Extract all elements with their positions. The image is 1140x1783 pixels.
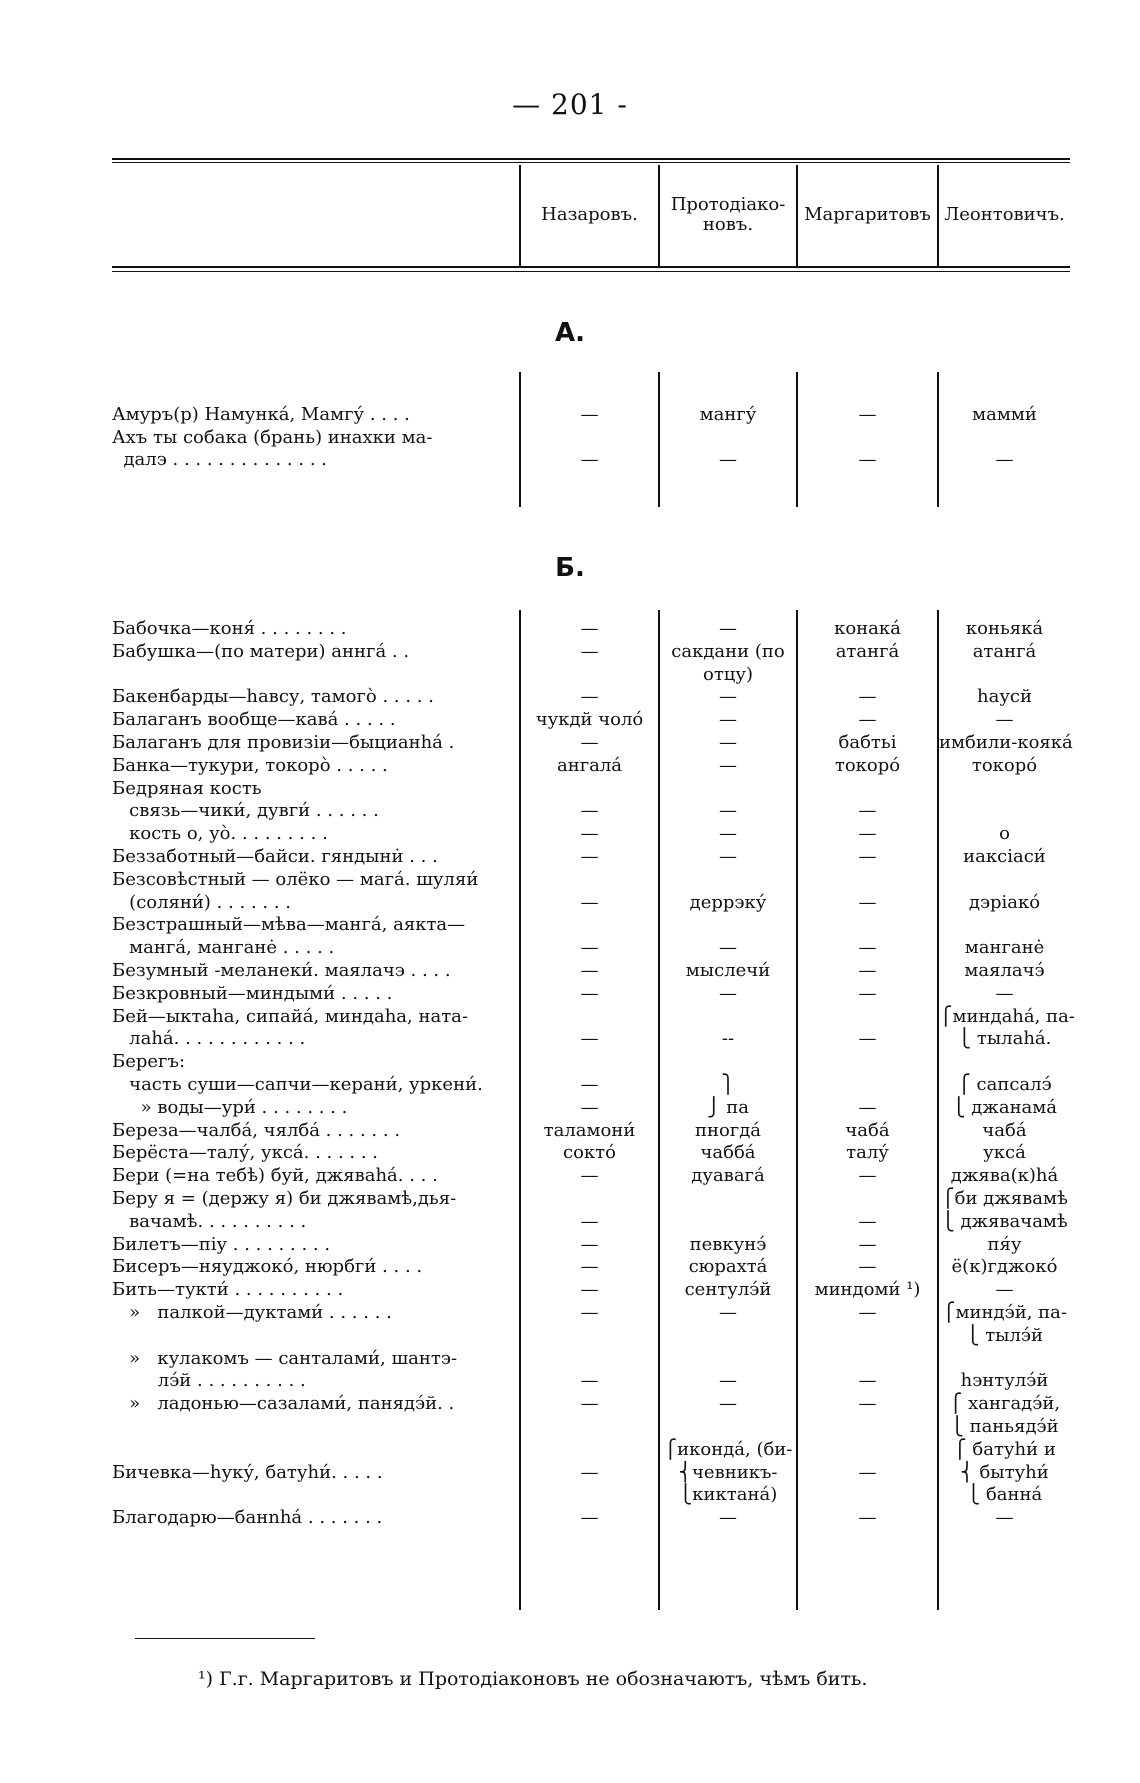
- leontovich-cell: ⎧ батуhи́ и: [953, 1438, 1056, 1460]
- nazarov-cell: —: [580, 1507, 599, 1529]
- protodiakonov-cell: —: [719, 1370, 737, 1392]
- word-cell: лаhа́. . . . . . . . . . . .: [112, 1028, 306, 1050]
- protodiakonov-cell: —: [719, 823, 737, 845]
- protodiakonov-cell: —: [719, 1302, 737, 1323]
- nazarov-cell: —: [580, 732, 599, 753]
- nazarov-cell: —: [580, 1393, 599, 1415]
- word-cell: Балаганъ для провизiи—быцианhа́ .: [112, 732, 455, 753]
- margaritov-cell: токоро́: [834, 754, 901, 776]
- word-cell: Безстрашный—мѣва—манга́, аякта—: [112, 914, 466, 936]
- nazarov-cell: —: [580, 1302, 599, 1323]
- top-rule-thin: [112, 162, 1070, 163]
- leontovich-cell: ⎩ джявачамѣ: [941, 1210, 1068, 1232]
- nazarov-cell: чукдй чоло́: [535, 709, 644, 731]
- nazarov-cell: —: [580, 1165, 599, 1187]
- protodiakonov-cell: ⎭ па: [707, 1096, 749, 1118]
- footnote: ¹) Г.г. Маргаритовъ и Протодiаконовъ не обозначаютъ, чѣмъ бить.: [198, 1668, 868, 1690]
- leontovich-cell: —: [995, 1279, 1014, 1301]
- nazarov-cell: —: [580, 891, 599, 913]
- nazarov-cell: —: [580, 640, 599, 662]
- protodiakonov-cell: —: [719, 800, 737, 822]
- leontovich-cell: —: [995, 982, 1014, 1004]
- word-cell: часть суши—сапчи—керани́, уркени́.: [112, 1074, 483, 1095]
- margaritov-cell: —: [858, 1233, 877, 1255]
- nazarov-cell: —: [580, 1370, 599, 1392]
- margaritov-cell: бабтьі: [838, 732, 897, 753]
- column-divider: [658, 372, 660, 507]
- nazarov-cell: сокто́: [563, 1142, 616, 1164]
- word-cell: » воды—ури́ . . . . . . . .: [112, 1096, 348, 1118]
- leontovich-cell: ⎧ сапсалэ́: [957, 1074, 1052, 1095]
- margaritov-cell: миндоми́ ¹): [814, 1279, 921, 1301]
- margaritov-cell: —: [858, 404, 877, 425]
- protodiakonov-cell: —: [719, 937, 737, 959]
- margaritov-cell: —: [858, 982, 877, 1004]
- word-cell: (соляни́) . . . . . . .: [112, 891, 292, 913]
- leontovich-cell: ⎩ джанама́: [951, 1096, 1058, 1118]
- protodiakonov-cell: —: [719, 982, 737, 1004]
- leontovich-cell: ⎩ банна́: [966, 1484, 1043, 1506]
- leontovich-cell: токоро́: [971, 754, 1038, 776]
- word-cell: лэ́й . . . . . . . . . .: [112, 1370, 306, 1392]
- column-header-leontovich: Леонтовичъ.: [944, 204, 1065, 225]
- word-cell: Билетъ—піу . . . . . . . . .: [112, 1233, 331, 1255]
- nazarov-cell: —: [580, 404, 599, 425]
- section-letter-b: Б.: [555, 553, 585, 583]
- margaritov-cell: —: [858, 709, 877, 731]
- word-cell: Бичевка—hуку́, батуhи́. . . . .: [112, 1461, 383, 1483]
- margaritov-cell: чаба́: [845, 1119, 890, 1141]
- leontovich-cell: ⎩ тылэ́й: [965, 1324, 1044, 1346]
- nazarov-cell: —: [580, 937, 599, 959]
- footnote-rule: [135, 1638, 315, 1639]
- word-cell: вачамѣ. . . . . . . . . .: [112, 1210, 307, 1232]
- nazarov-cell: —: [580, 1074, 599, 1095]
- protodiakonov-cell: ⎩киктана́): [678, 1484, 778, 1506]
- protodiakonov-cell: —: [719, 1507, 737, 1529]
- protodiakonov-cell: —: [719, 732, 737, 753]
- protodiakonov-cell: --: [721, 1028, 735, 1050]
- leontovich-cell: джява(к)hа́: [950, 1165, 1059, 1187]
- margaritov-cell: —: [858, 846, 877, 867]
- nazarov-cell: —: [580, 1233, 599, 1255]
- protodiakonov-cell: сакдани (по: [671, 640, 785, 662]
- nazarov-cell: —: [580, 1096, 599, 1118]
- margaritov-cell: —: [858, 1028, 877, 1050]
- nazarov-cell: таламони́: [543, 1119, 636, 1141]
- leontovich-cell: —: [995, 709, 1014, 731]
- leontovich-cell: иаксiаси́: [963, 846, 1046, 867]
- leontovich-cell: атанга́: [972, 640, 1037, 662]
- top-rule: [112, 158, 1070, 160]
- column-header-protodiakonov: Протодiако- новъ.: [670, 194, 786, 235]
- margaritov-cell: —: [858, 1210, 877, 1232]
- protodiakonov-cell: —: [719, 1393, 737, 1415]
- leontovich-cell: —: [995, 449, 1014, 470]
- protodiakonov-cell: ⎨чевникъ-: [678, 1461, 778, 1483]
- margaritov-cell: —: [858, 937, 877, 959]
- word-cell: Безумный -меланеки́. маялачэ . . . .: [112, 960, 451, 981]
- leontovich-cell: мамми́: [972, 404, 1037, 425]
- word-cell: Бабочка—коня́ . . . . . . . .: [112, 618, 347, 639]
- column-divider: [937, 372, 939, 507]
- margaritov-cell: —: [858, 686, 877, 708]
- word-cell: связь—чики́, дувги́ . . . . . .: [112, 800, 379, 822]
- protodiakonov-cell: —: [719, 449, 737, 470]
- margaritov-cell: —: [858, 1256, 877, 1278]
- nazarov-cell: —: [580, 1461, 599, 1483]
- leontovich-cell: ⎧ хангадэ́й,: [948, 1393, 1061, 1415]
- nazarov-cell: —: [580, 449, 599, 470]
- section-letter-a: А.: [555, 318, 585, 348]
- margaritov-cell: талу́: [846, 1142, 889, 1164]
- margaritov-cell: —: [858, 1393, 877, 1415]
- nazarov-cell: —: [580, 686, 599, 708]
- word-cell: манга́, мангане̇ . . . . .: [112, 937, 335, 959]
- margaritov-cell: —: [858, 1507, 877, 1529]
- margaritov-cell: —: [858, 1165, 877, 1187]
- word-cell: » ладонью—сазалами́, панядэ́й. .: [112, 1393, 455, 1415]
- word-cell: Амуръ(р) Намунка́, Мамгу́ . . . .: [112, 404, 410, 425]
- word-cell: Бабушка—(по матери) аннга́ . .: [112, 640, 410, 662]
- nazarov-cell: —: [580, 618, 599, 639]
- protodiakonov-cell: —: [719, 686, 737, 708]
- header-rule: [112, 266, 1070, 268]
- margaritov-cell: —: [858, 1461, 877, 1483]
- protodiakonov-cell: сюрахта́: [688, 1256, 768, 1278]
- leontovich-cell: дэрiако́: [968, 891, 1041, 913]
- protodiakonov-cell: —: [719, 846, 737, 867]
- protodiakonov-cell: ⎫: [721, 1074, 735, 1095]
- margaritov-cell: —: [858, 1096, 877, 1118]
- margaritov-cell: —: [858, 891, 877, 913]
- word-cell: Ахъ ты собака (брань) инахки ма-: [112, 426, 433, 448]
- leontovich-cell: имбили-кояка́: [939, 732, 1073, 753]
- protodiakonov-cell: мангу́: [699, 404, 757, 425]
- protodiakonov-cell: —: [719, 754, 737, 776]
- leontovich-cell: ⎨ бытуhи́: [960, 1461, 1049, 1483]
- word-cell: Балаганъ вообще—кава́ . . . . .: [112, 709, 396, 731]
- nazarov-cell: —: [580, 1256, 599, 1278]
- nazarov-cell: —: [580, 800, 599, 822]
- word-cell: Безсовѣстный — олёко — мага́. шуляи́: [112, 868, 479, 890]
- leontovich-cell: пя́у: [987, 1233, 1022, 1255]
- protodiakonov-cell: чабба́: [700, 1142, 756, 1164]
- nazarov-cell: —: [580, 823, 599, 845]
- leontovich-cell: мангане̇: [964, 937, 1045, 959]
- nazarov-cell: —: [580, 1279, 599, 1301]
- word-cell: Бакенбарды—hавсу, тамого̀ . . . . .: [112, 686, 434, 708]
- word-cell: Бисеръ—няуджоко́, нюрбги́ . . . .: [112, 1256, 423, 1278]
- margaritov-cell: —: [858, 1302, 877, 1323]
- protodiakonov-cell: дуавага́: [691, 1165, 765, 1187]
- margaritov-cell: —: [858, 800, 877, 822]
- leontovich-cell: ⎩ паньядэ́й: [950, 1416, 1059, 1437]
- leontovich-cell: маялачэ́: [964, 960, 1045, 981]
- protodiakonov-cell: —: [719, 618, 737, 639]
- word-cell: Берёста—талу́, укса́. . . . . . .: [112, 1142, 379, 1164]
- column-divider: [519, 372, 521, 507]
- word-cell: Беру я = (держу я) би джявамѣ,дья-: [112, 1188, 457, 1209]
- protodiakonov-cell: сентулэ́й: [684, 1279, 772, 1301]
- word-cell: Береза—чалба́, чялба́ . . . . . . .: [112, 1119, 401, 1141]
- word-cell: Бедряная кость: [112, 777, 262, 799]
- word-cell: Берегъ:: [112, 1051, 186, 1073]
- leontovich-cell: hаусй: [977, 686, 1032, 708]
- leontovich-cell: коньяка́: [965, 618, 1044, 639]
- word-cell: » палкой—дуктами́ . . . . . .: [112, 1302, 392, 1323]
- nazarov-cell: —: [580, 960, 599, 981]
- word-cell: Беззаботный—байси. гяндыни̇ . . .: [112, 846, 438, 867]
- word-cell: далэ . . . . . . . . . . . . . .: [112, 449, 327, 470]
- leontovich-cell: чаба́: [982, 1119, 1027, 1141]
- word-cell: Благодарю—банnhа́ . . . . . . .: [112, 1507, 383, 1529]
- margaritov-cell: конака́: [834, 618, 901, 639]
- leontovich-cell: о: [999, 823, 1010, 845]
- leontovich-cell: ⎩ тылаhа́.: [957, 1028, 1052, 1050]
- margaritov-cell: —: [858, 823, 877, 845]
- word-cell: кость о, уо̀. . . . . . . . .: [112, 823, 328, 845]
- margaritov-cell: —: [858, 960, 877, 981]
- leontovich-cell: ё(к)гджоко́: [951, 1256, 1058, 1278]
- nazarov-cell: ангала́: [556, 754, 623, 776]
- leontovich-cell: ⎧би джявамѣ: [941, 1188, 1068, 1209]
- nazarov-cell: —: [580, 1210, 599, 1232]
- leontovich-cell: —: [995, 1507, 1014, 1529]
- word-cell: Безкровный—миндыми́ . . . . .: [112, 982, 393, 1004]
- word-cell: Бить—тукти́ . . . . . . . . . .: [112, 1279, 344, 1301]
- nazarov-cell: —: [580, 982, 599, 1004]
- word-cell: Бери (=на тебѣ) буй, джяваhа́. . . .: [112, 1165, 438, 1187]
- word-cell: » кулакомъ — санталами́, шантэ-: [112, 1347, 458, 1369]
- leontovich-cell: hэнтулэ́й: [960, 1370, 1049, 1392]
- margaritov-cell: —: [858, 1370, 877, 1392]
- protodiakonov-cell: деррэку́: [689, 891, 767, 913]
- column-header-nazarov: Назаровъ.: [541, 204, 638, 225]
- protodiakonov-cell: ⎧иконда́, (би-: [663, 1438, 793, 1460]
- page-number: — 201 -: [512, 88, 628, 121]
- leontovich-cell: укса́: [983, 1142, 1026, 1164]
- margaritov-cell: атанга́: [835, 640, 900, 662]
- protodiakonov-cell: певкунэ́: [689, 1233, 767, 1255]
- word-cell: Банка—тукури, токоро̀ . . . . .: [112, 754, 388, 776]
- protodiakonov-cell: отцу): [703, 663, 753, 685]
- nazarov-cell: —: [580, 846, 599, 867]
- protodiakonov-cell: мыслечи́: [685, 960, 771, 981]
- header-rule-thin: [112, 271, 1070, 272]
- leontovich-cell: ⎧миндаhа́, па-: [939, 1005, 1075, 1027]
- protodiakonov-cell: —: [719, 709, 737, 731]
- column-divider: [796, 372, 798, 507]
- column-header-margaritov: Маргаритовъ: [804, 204, 931, 225]
- nazarov-cell: —: [580, 1028, 599, 1050]
- margaritov-cell: —: [858, 449, 877, 470]
- leontovich-cell: ⎧миндэ́й, па-: [942, 1302, 1067, 1323]
- word-cell: Бей—ыктаhа, сипайа́, миндаhа, ната-: [112, 1005, 468, 1027]
- protodiakonov-cell: пногда́: [694, 1119, 762, 1141]
